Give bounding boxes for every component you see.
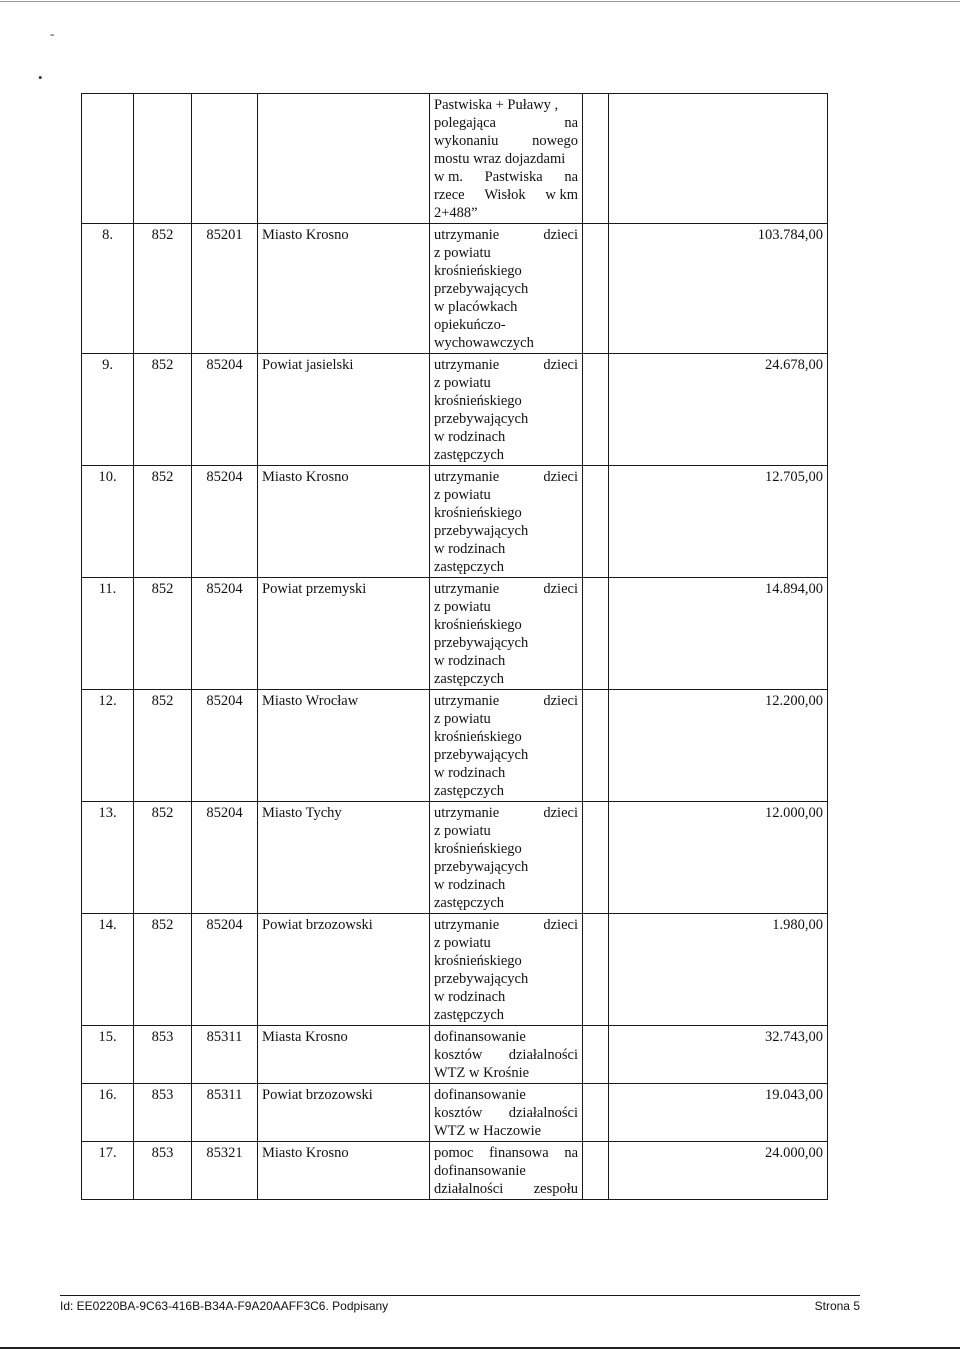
row-number: 8.	[82, 224, 134, 354]
opis-line	[434, 1064, 578, 1082]
jednostka-cell: Miasto Krosno	[258, 224, 430, 354]
opis-line	[434, 226, 578, 244]
grants-table	[81, 93, 828, 1200]
empty-cell	[583, 466, 609, 578]
opis-word: przebywających	[434, 411, 529, 427]
row-number: 10.	[82, 466, 134, 578]
dzial-cell	[134, 94, 192, 224]
opis-cell	[430, 690, 583, 802]
opis-line	[434, 764, 578, 782]
opis-word: wychowawczych	[434, 335, 534, 351]
opis-line	[434, 710, 578, 728]
opis-line	[434, 244, 578, 262]
opis-word: w rodzinach	[434, 877, 506, 893]
kwota-cell: 12.000,00	[609, 802, 828, 914]
scan-mark-left: •	[38, 70, 43, 85]
empty-cell	[583, 224, 609, 354]
rozdzial-cell: 85204	[192, 354, 258, 466]
opis-line	[434, 952, 578, 970]
opis-cell	[430, 1142, 583, 1200]
opis-word: z powiatu	[434, 599, 491, 615]
opis-cell	[430, 94, 583, 224]
kwota-cell: 19.043,00	[609, 1084, 828, 1142]
opis-line	[434, 356, 578, 374]
rozdzial-cell: 85204	[192, 578, 258, 690]
jednostka-cell: Miasto Tychy	[258, 802, 430, 914]
jednostka-cell: Powiat brzozowski	[258, 1084, 430, 1142]
opis-word: z powiatu	[434, 375, 491, 391]
opis-word: krośnieńskiego	[434, 617, 522, 633]
opis-cell	[430, 578, 583, 690]
opis-line	[434, 652, 578, 670]
table-row	[82, 1084, 828, 1142]
opis-word: przebywających	[434, 635, 529, 651]
opis-word: krośnieńskiego	[434, 953, 522, 969]
opis-line	[434, 970, 578, 988]
opis-line	[434, 746, 578, 764]
row-number: 16.	[82, 1084, 134, 1142]
table-row	[82, 578, 828, 690]
opis-cell	[430, 224, 583, 354]
opis-line	[434, 150, 578, 168]
opis-word: dzieci	[543, 805, 578, 821]
table-row	[82, 690, 828, 802]
kwota-cell: 12.200,00	[609, 690, 828, 802]
kwota-cell: 103.784,00	[609, 224, 828, 354]
opis-word: w rodzinach	[434, 765, 506, 781]
kwota-cell: 24.000,00	[609, 1142, 828, 1200]
opis-line	[434, 392, 578, 410]
opis-word: zastępczych	[434, 895, 505, 911]
opis-word: dzieci	[543, 227, 578, 243]
opis-word: pomoc	[434, 1145, 474, 1161]
kwota-cell: 14.894,00	[609, 578, 828, 690]
row-number: 9.	[82, 354, 134, 466]
opis-line	[434, 1180, 578, 1198]
opis-word: przebywających	[434, 523, 529, 539]
opis-line	[434, 558, 578, 576]
kwota-cell: 12.705,00	[609, 466, 828, 578]
opis-word: dzieci	[543, 357, 578, 373]
table-row	[82, 354, 828, 466]
row-number	[82, 94, 134, 224]
opis-line	[434, 522, 578, 540]
opis-line	[434, 504, 578, 522]
opis-line	[434, 1046, 578, 1064]
kwota-cell: 1.980,00	[609, 914, 828, 1026]
rozdzial-cell: 85311	[192, 1026, 258, 1084]
opis-word: na	[564, 115, 578, 131]
opis-word: przebywających	[434, 281, 529, 297]
opis-word: kosztów	[434, 1105, 483, 1121]
scan-top-edge	[0, 1, 960, 2]
jednostka-cell: Miasto Krosno	[258, 1142, 430, 1200]
opis-line	[434, 1122, 578, 1140]
opis-line	[434, 168, 578, 186]
grants-table-body	[82, 94, 828, 1200]
opis-word: utrzymanie	[434, 581, 500, 597]
opis-word: przebywających	[434, 859, 529, 875]
empty-cell	[583, 354, 609, 466]
empty-cell	[583, 690, 609, 802]
table-row	[82, 94, 828, 224]
opis-word: utrzymanie	[434, 469, 500, 485]
opis-line	[434, 316, 578, 334]
opis-line	[434, 96, 578, 114]
opis-line	[434, 204, 578, 222]
opis-line	[434, 446, 578, 464]
opis-word: utrzymanie	[434, 693, 500, 709]
opis-word: w rodzinach	[434, 429, 506, 445]
table-row	[82, 1026, 828, 1084]
opis-line	[434, 298, 578, 316]
opis-word: dzieci	[543, 581, 578, 597]
empty-cell	[583, 1142, 609, 1200]
dzial-cell: 852	[134, 224, 192, 354]
document-id: Id: EE0220BA-9C63-416B-B34A-F9A20AAFF3C6. Podpisany	[60, 1299, 389, 1313]
scan-bottom-edge	[0, 1347, 960, 1349]
opis-line	[434, 692, 578, 710]
table-row	[82, 466, 828, 578]
kwota-cell: 32.743,00	[609, 1026, 828, 1084]
table-row	[82, 914, 828, 1026]
opis-line	[434, 634, 578, 652]
opis-cell	[430, 354, 583, 466]
opis-word: zastępczych	[434, 783, 505, 799]
opis-word: dzieci	[543, 693, 578, 709]
opis-word: utrzymanie	[434, 805, 500, 821]
table-row	[82, 1142, 828, 1200]
opis-line	[434, 1006, 578, 1024]
kwota-cell	[609, 94, 828, 224]
opis-line	[434, 822, 578, 840]
dzial-cell: 852	[134, 354, 192, 466]
opis-word: na	[564, 1145, 578, 1161]
opis-line	[434, 540, 578, 558]
opis-word: przebywających	[434, 747, 529, 763]
empty-cell	[583, 94, 609, 224]
opis-line	[434, 1028, 578, 1046]
opis-word: utrzymanie	[434, 917, 500, 933]
opis-line	[434, 1144, 578, 1162]
opis-word: nowego	[532, 133, 578, 149]
dzial-cell: 852	[134, 802, 192, 914]
opis-cell	[430, 914, 583, 1026]
opis-cell	[430, 1084, 583, 1142]
opis-word: na	[564, 169, 578, 185]
opis-word: przebywających	[434, 971, 529, 987]
dzial-cell: 853	[134, 1026, 192, 1084]
kwota-cell: 24.678,00	[609, 354, 828, 466]
opis-word: krośnieńskiego	[434, 393, 522, 409]
empty-cell	[583, 914, 609, 1026]
opis-word: krośnieńskiego	[434, 263, 522, 279]
jednostka-cell: Powiat przemyski	[258, 578, 430, 690]
row-number: 15.	[82, 1026, 134, 1084]
opis-line	[434, 782, 578, 800]
opis-word: WTZ w Krośnie	[434, 1065, 530, 1081]
opis-word: polegająca	[434, 115, 496, 131]
opis-word: z powiatu	[434, 487, 491, 503]
dzial-cell: 852	[134, 914, 192, 1026]
opis-word: z powiatu	[434, 711, 491, 727]
opis-line	[434, 728, 578, 746]
opis-word: 2+488”	[434, 205, 478, 221]
jednostka-cell: Miasto Krosno	[258, 466, 430, 578]
opis-word: dzieci	[543, 917, 578, 933]
opis-word: utrzymanie	[434, 357, 500, 373]
opis-line	[434, 1104, 578, 1122]
dzial-cell: 852	[134, 466, 192, 578]
opis-cell	[430, 1026, 583, 1084]
opis-word: w rodzinach	[434, 989, 506, 1005]
opis-line	[434, 916, 578, 934]
opis-word: zastępczych	[434, 559, 505, 575]
opis-word: Pastwiska	[484, 169, 543, 185]
opis-word: kosztów	[434, 1047, 483, 1063]
page-footer	[60, 1295, 860, 1313]
opis-line	[434, 186, 578, 204]
opis-word: dofinansowanie	[434, 1163, 526, 1179]
opis-word: w placówkach	[434, 299, 518, 315]
opis-line	[434, 486, 578, 504]
jednostka-cell: Miasto Wrocław	[258, 690, 430, 802]
opis-word: WTZ w Haczowie	[434, 1123, 542, 1139]
row-number: 17.	[82, 1142, 134, 1200]
opis-word: wykonaniu	[434, 133, 499, 149]
opis-line	[434, 598, 578, 616]
rozdzial-cell: 85204	[192, 690, 258, 802]
opis-word: w rodzinach	[434, 541, 506, 557]
opis-word: w m.	[434, 169, 463, 185]
rozdzial-cell: 85204	[192, 466, 258, 578]
table-row	[82, 802, 828, 914]
opis-line	[434, 804, 578, 822]
opis-line	[434, 114, 578, 132]
opis-word: w km	[545, 187, 578, 203]
opis-line	[434, 934, 578, 952]
row-number: 12.	[82, 690, 134, 802]
opis-word: zastępczych	[434, 671, 505, 687]
opis-word: działalności	[508, 1047, 578, 1063]
opis-word: utrzymanie	[434, 227, 500, 243]
opis-cell	[430, 466, 583, 578]
jednostka-cell: Powiat jasielski	[258, 354, 430, 466]
opis-word: krośnieńskiego	[434, 505, 522, 521]
opis-cell	[430, 802, 583, 914]
scan-mark-top: -	[50, 26, 55, 41]
opis-line	[434, 858, 578, 876]
opis-line	[434, 894, 578, 912]
opis-word: zastępczych	[434, 1007, 505, 1023]
dzial-cell: 852	[134, 690, 192, 802]
opis-line	[434, 1086, 578, 1104]
opis-word: działalności	[434, 1181, 504, 1197]
opis-line	[434, 374, 578, 392]
opis-word: dzieci	[543, 469, 578, 485]
empty-cell	[583, 802, 609, 914]
opis-word: działalności	[508, 1105, 578, 1121]
opis-line	[434, 132, 578, 150]
jednostka-cell	[258, 94, 430, 224]
row-number: 14.	[82, 914, 134, 1026]
opis-word: w rodzinach	[434, 653, 506, 669]
opis-word: zastępczych	[434, 447, 505, 463]
opis-line	[434, 616, 578, 634]
empty-cell	[583, 1026, 609, 1084]
rozdzial-cell: 85201	[192, 224, 258, 354]
opis-word: krośnieńskiego	[434, 729, 522, 745]
opis-line	[434, 410, 578, 428]
table-row	[82, 224, 828, 354]
opis-word: z powiatu	[434, 935, 491, 951]
opis-word: krośnieńskiego	[434, 841, 522, 857]
row-number: 13.	[82, 802, 134, 914]
opis-word: opiekuńczo-	[434, 317, 506, 333]
opis-word: Wisłok	[484, 187, 526, 203]
opis-line	[434, 280, 578, 298]
dzial-cell: 853	[134, 1084, 192, 1142]
opis-word: zespołu	[533, 1181, 578, 1197]
page-number: Strona 5	[814, 1299, 860, 1313]
jednostka-cell: Powiat brzozowski	[258, 914, 430, 1026]
empty-cell	[583, 1084, 609, 1142]
rozdzial-cell: 85204	[192, 802, 258, 914]
opis-line	[434, 670, 578, 688]
dzial-cell: 853	[134, 1142, 192, 1200]
opis-line	[434, 580, 578, 598]
row-number: 11.	[82, 578, 134, 690]
rozdzial-cell	[192, 94, 258, 224]
opis-line	[434, 262, 578, 280]
opis-word: finansowa	[489, 1145, 549, 1161]
rozdzial-cell: 85321	[192, 1142, 258, 1200]
opis-line	[434, 1162, 578, 1180]
opis-word: mostu wraz dojazdami	[434, 151, 566, 167]
opis-word: Pastwiska + Puławy ,	[434, 97, 559, 113]
opis-word: z powiatu	[434, 823, 491, 839]
opis-line	[434, 840, 578, 858]
jednostka-cell: Miasta Krosno	[258, 1026, 430, 1084]
opis-line	[434, 988, 578, 1006]
opis-line	[434, 334, 578, 352]
dzial-cell: 852	[134, 578, 192, 690]
opis-line	[434, 468, 578, 486]
opis-word: dofinansowanie	[434, 1087, 526, 1103]
opis-word: rzece	[434, 187, 465, 203]
opis-line	[434, 876, 578, 894]
rozdzial-cell: 85204	[192, 914, 258, 1026]
empty-cell	[583, 578, 609, 690]
opis-line	[434, 428, 578, 446]
opis-word: z powiatu	[434, 245, 491, 261]
opis-word: dofinansowanie	[434, 1029, 526, 1045]
rozdzial-cell: 85311	[192, 1084, 258, 1142]
